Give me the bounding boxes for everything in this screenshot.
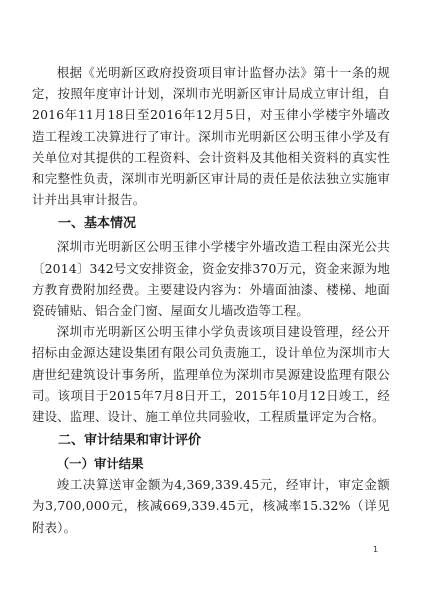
basic-info-paragraph-2: 深圳市光明新区公明玉律小学负责该项目建设管理，经公开招标由金源达建设集团有限公司负责施工，设计单位为深圳市大唐世纪建筑设计事务所，监理单位为深圳市昊源建设监理有限公司。该项目于2015年7月8日开工，2015年10月12日竣工，经建设、监理、设计、施工单位共同验收，工程质量评定为合格。 xyxy=(32,324,390,425)
basic-info-paragraph-1: 深圳市光明新区公明玉律小学楼宇外墙改造工程由深光公共〔2014〕342号文安排资金，资金安排370万元，资金来源为地方教育费附加经费。主要建设内容为：外墙面油漆、楼梯、地面瓷砖铺贴、铝合金门窗、屋面女儿墙改造等工程。 xyxy=(32,239,390,319)
section-heading-audit-results: 二、审计结果和审计评价 xyxy=(58,433,202,449)
subsection-heading-audit-result: （一）审计结果 xyxy=(56,456,144,472)
section-heading-basic-info: 一、基本情况 xyxy=(58,216,137,232)
audit-result-paragraph: 竣工决算送审金额为4,369,339.45元，经审计，审定金额为3,700,000元，核减669,339.45元，核减率15.32%（详见附表）。 xyxy=(32,477,390,535)
page-number: 1 xyxy=(373,545,379,554)
intro-paragraph: 根据《光明新区政府投资项目审计监督办法》第十一条的规定，按照年度审计计划，深圳市光明新区审计局成立审计组，自2016年11月18日至2016年12月5日，对玉律小学楼宇外墙改造工程竣工决算进行了审计。深圳市光明新区公明玉律小学及有关单位对其提供的工程资料、会计资料及其他相关资料的真实性和完整性负责，深圳市光明新区审计局的责任是依法独立实施审计并出具审计报告。 xyxy=(32,65,390,208)
document-body xyxy=(32,62,390,538)
